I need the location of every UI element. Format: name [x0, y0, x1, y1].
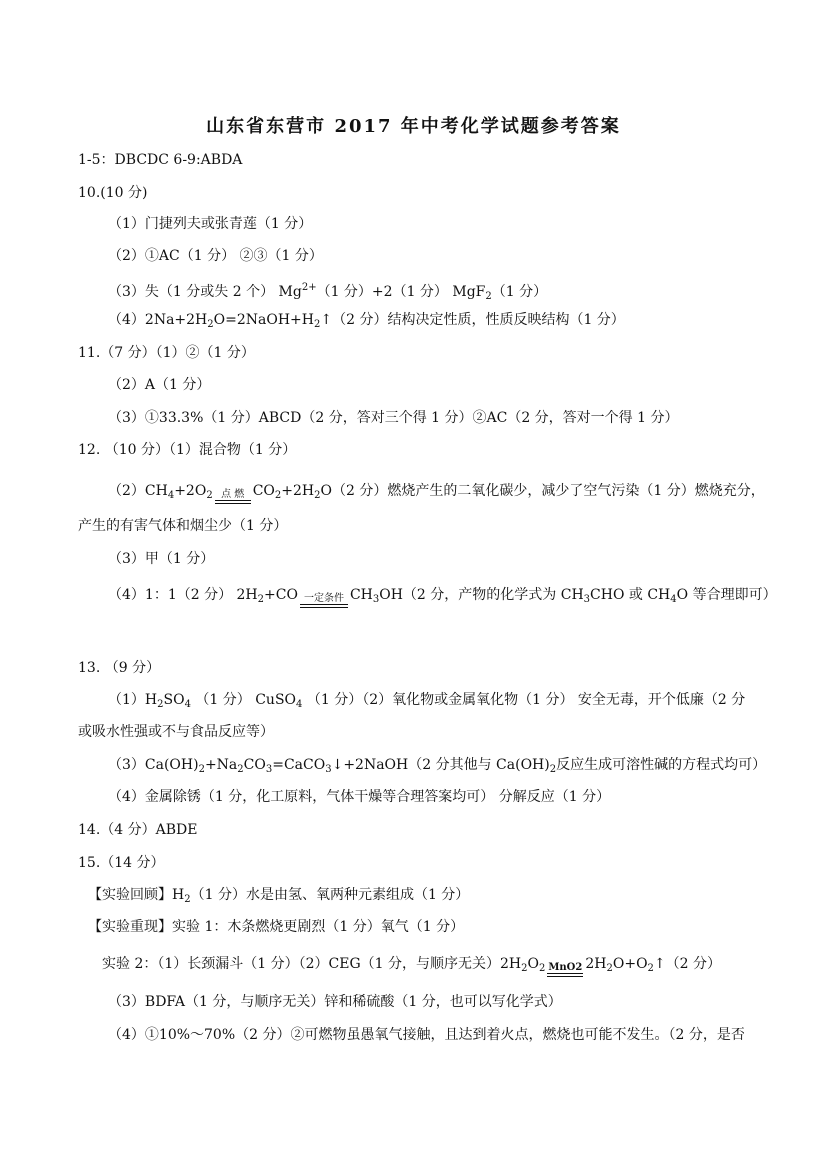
q11-part1: 11.（7 分）（1）②（1 分）: [78, 345, 255, 361]
q10-part2: （2）①AC（1 分） ②③（1 分）: [108, 248, 323, 264]
q13-part1: $(1)H_2SO_4$ （1 分） CuSO$_4$ （1 分）（2）氧化物或金属氧化物（1 分） 安全无毒，开个低廉（2 分: [108, 692, 746, 710]
q12-part2-continued: 产生的有害气体和烟尘少（1 分）: [78, 518, 288, 534]
reaction-condition-ignite: 点 燃: [215, 490, 251, 504]
answer-q14: 14.（4 分）ABDE: [78, 822, 198, 838]
q12-part4: （4）1：1（2 分） $2H_2+CO$ 一定条件 $CH_3OH(2$ 分，产物的化学式为 $CH_3CHO$ 或 $CH_4O$ 等合理即可）: [108, 585, 777, 610]
q13-part4: （4）金属除锈（1 分，化工原料，气体干燥等合理答案均可） 分解反应（1 分）: [108, 789, 611, 805]
q11-part3: （3）①33.3%（1 分）ABCD（2 分，答对三个得 1 分）②AC（2 分，答对一个得 1 分）: [108, 410, 679, 426]
answer-q1-9: 1-5：DBCDC 6-9:ABDA: [78, 152, 243, 168]
q12-part3: （3）甲（1 分）: [108, 551, 215, 567]
q10-heading: 10.(10 分): [78, 185, 148, 201]
q13-part3: $(3)Ca(OH)_2+Na_2CO_3=CaCO_3↓+2NaOH(2$ 分其他与 $Ca(OH)_2$反应生成可溶性碱的方程式均可）: [108, 757, 767, 775]
q15-experiment-review: 【实验回顾】$H_2(1$ 分）水是由氢、氧两种元素组成（1 分）: [88, 887, 470, 905]
q10-part1: （1）门捷列夫或张青莲（1 分）: [108, 216, 313, 232]
q12-part1: 12. （10 分）（1）混合物（1 分）: [78, 442, 297, 458]
q15-experiment-reproduce: 【实验重现】实验 1：木条燃烧更剧烈（1 分）氧气（1 分）: [88, 919, 465, 935]
q10-part4: $(4)2Na+2H_2O=2NaOH+H_2↑(2$ 分）结构决定性质，性质反映结构（1 分）: [108, 312, 625, 330]
page-title: 山东省东营市 2017 年中考化学试题参考答案: [206, 116, 621, 137]
q15-part3: （3）BDFA（1 分，与顺序无关）锌和稀硫酸（1 分，也可以写化学式）: [108, 994, 562, 1010]
q12-part2: $(2)CH_4+2O_2$ 点 燃 $CO_2+2H_2O(2$ 分）燃烧产生的二氧化碳少，减少了空气污染（1 分）燃烧充分，: [108, 481, 765, 506]
q13-heading: 13. （9 分）: [78, 660, 161, 676]
reaction-condition-catalyst: 一定条件: [300, 594, 348, 608]
q10-part3: （3）失（1 分或失 2 个） $Mg^{2+}(1$ 分）+2（1 分） MgF$_2$（1 分）: [108, 282, 548, 302]
q13-part1-continued: 或吸水性强或不与食品反应等）: [78, 724, 274, 740]
q15-part4: （4）①10%～70%（2 分）②可燃物虽愚氧气接触，且达到着火点，燃烧也可能不发生。（2 分，是否: [108, 1027, 745, 1043]
q15-experiment-2: 实验 2：（1）长颈漏斗（1 分）（2）CEG（1 分，与顺序无关）$2H_2O_2$ MnO2 $2H_2O+O_2↑(2$ 分）: [102, 954, 721, 979]
q11-part2: （2）A（1 分）: [108, 377, 211, 393]
reaction-condition-mno2: MnO2: [547, 963, 583, 977]
q15-heading: 15.（14 分）: [78, 855, 165, 871]
